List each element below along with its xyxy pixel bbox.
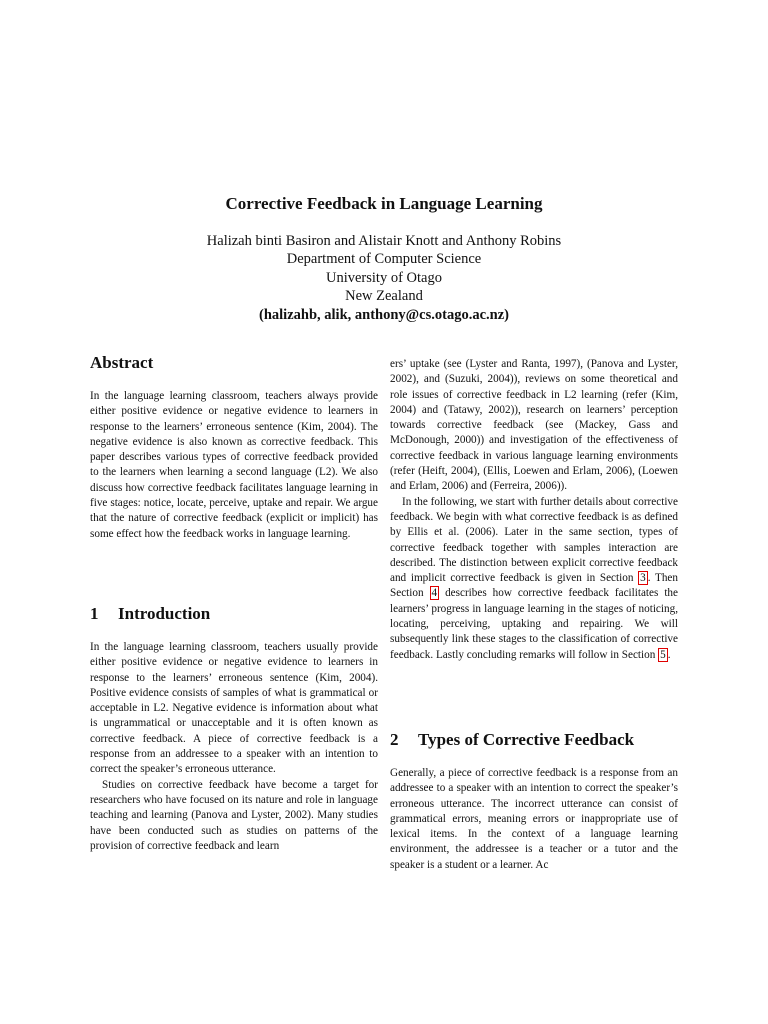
abstract-heading: Abstract [90, 353, 154, 372]
intro-paragraph-3 [390, 495, 678, 663]
author-email: (halizahb, alik, anthony@cs.otago.ac.nz) [259, 306, 509, 323]
author-department: Department of Computer Science [286, 251, 482, 268]
section-number: 1 [90, 604, 99, 623]
intro-p3-text-c: describes how corrective feedback facilitates the learners’ progress in language learning in the stages of noticing, locating, perceiving, uptaking and repairing. We will subsequently link these stages to the classification of corrective feedback. Lastly concluding remarks will follow in Section [390, 587, 678, 661]
intro-p3-text-b: . Then Section [390, 572, 678, 600]
intro-p3-text-a: In the following, we start with further details about corrective feedback. We begin with what corrective feedback is as defined by Ellis et al. (2006). Later in the same section, types of corrective feedback together with samples interaction are described. The distinction between explicit corrective feedback and implicit corrective feedback is given in Section [390, 495, 678, 585]
section-number: 2 [390, 730, 399, 749]
intro-paragraph-2-continued: ers’ uptake (see (Lyster and Ranta, 1997), (Panova and Lyster, 2002), and (Suzuki, 2004)), reviews on some theoretical and role issues of corrective feedback in L2 learning (refer (Kim, 2004) and (Tatawy, 2002)), research on learners’ perception towards corrective feedback (see (Mackey, Gass and McDonough, 2000)) and investigation of the effectiveness of corrective feedback in various language learning environments (refer (Heift, 2004), (Ellis, Loewen and Erlam, 2006), (Loewen and Erlam, 2006) and (Ferreira, 2006)). [390, 358, 678, 493]
paper-title: Corrective Feedback in Language Learning [225, 194, 543, 213]
section2-paragraph-1: Generally, a piece of corrective feedback is a response from an addressee to a speaker with an intention to correct the speaker’s erroneous utterance. The incorrect utterance can consist of grammatical errors, meaning errors or inappropriate use of lexical items. In the context of a language learning environment, the addressee is a teacher or a tutor and the speaker is a student or a learner. Ac [390, 767, 678, 871]
section-ref-link-4[interactable]: 4 [431, 587, 438, 600]
section2-body [390, 766, 678, 873]
author-university: University of Otago [326, 269, 442, 286]
intro-p3-text-d: . [667, 648, 671, 661]
right-column-body [390, 357, 678, 663]
intro-paragraph-1: In the language learning classroom, teachers usually provide either positive evidence or negative evidence to learners in response to the learners’ erroneous sentence (Kim, 2004). Positive evidence consists of samples of what is grammatical or acceptable in L2. Negative evidence is information about what is ungrammatical or unacceptable and it is often known as corrective feedback. A piece of corrective feedback is a response from an addressee to a speaker with an intention to correct the speaker’s erroneous utterance. [90, 641, 378, 776]
section-ref-link-5[interactable]: 5 [660, 648, 666, 661]
author-names: Halizah binti Basiron and Alistair Knott and Anthony Robins [206, 233, 562, 249]
abstract-paragraph: In the language learning classroom, teachers always provide either positive evidence or negative evidence to learners in response to the learners’ erroneous sentence (Kim, 2004). The negative evidence is also known as corrective feedback. This paper describes various types of corrective feedback provided to the learners when learning a second language (L2). We also discuss how corrective feedback facilitates language learning in five stages: notice, locate, perceive, uptake and repair. We argue that the nature of corrective feedback (explicit or implicit) has some effect how the feedback works in language learning. [90, 390, 378, 540]
section-ref-link-3[interactable]: 3 [640, 572, 646, 585]
abstract-body [90, 389, 378, 542]
section2-heading [390, 729, 634, 751]
intro-paragraph-2: Studies on corrective feedback have become a target for researchers who have focused on its nature and role in language teaching and learning (Panova and Lyster, 2002). Many studies have been conducted such as studies on patterns of the provision of corrective feedback and learn [90, 778, 378, 852]
section-title: Types of Corrective Feedback [418, 730, 635, 749]
section-title: Introduction [118, 604, 211, 623]
introduction-heading [90, 603, 210, 625]
author-country: New Zealand [345, 288, 423, 305]
introduction-body [90, 640, 378, 854]
author-block [0, 232, 768, 324]
